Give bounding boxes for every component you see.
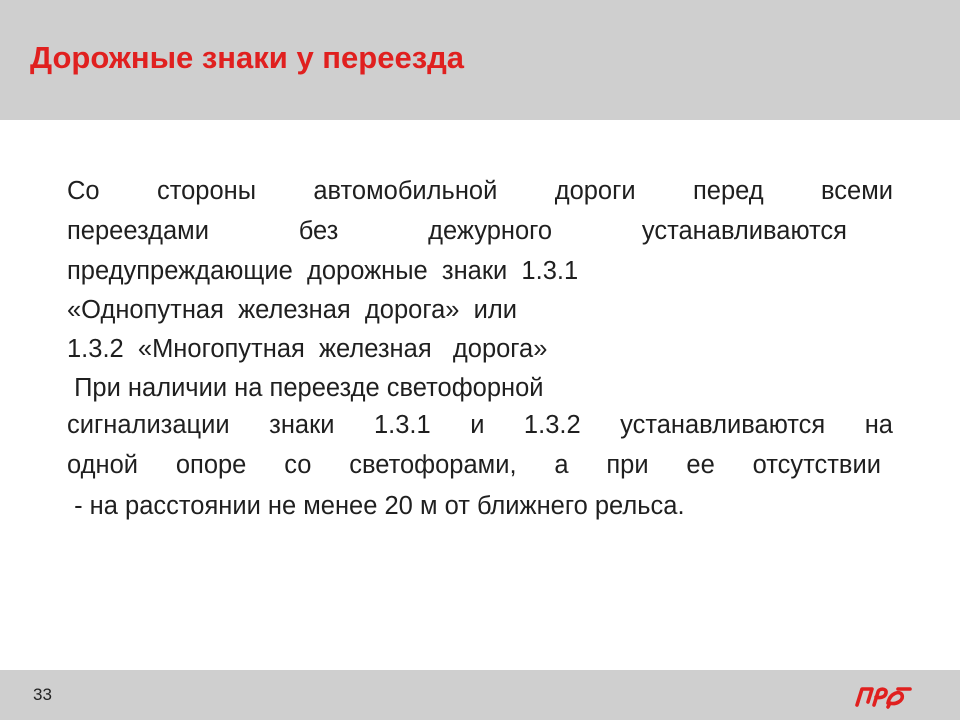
word: со — [284, 451, 312, 479]
word: и — [470, 411, 485, 439]
body-line-9: - на расстоянии не менее 20 м от ближнего рельса. — [67, 492, 685, 520]
header-band — [0, 0, 960, 120]
word: Со — [67, 177, 100, 205]
word: всеми — [821, 177, 893, 205]
word: опоре — [175, 451, 247, 479]
word: одной — [67, 451, 139, 479]
word: стороны — [156, 177, 257, 205]
word: светофорами, — [349, 451, 517, 479]
word: перед — [693, 177, 764, 205]
word: при — [606, 451, 649, 479]
body-line-7 — [67, 413, 893, 439]
word: ее — [686, 451, 715, 479]
body-line-1 — [67, 179, 893, 205]
rzd-logo-icon — [852, 682, 912, 710]
word: на — [864, 411, 893, 439]
body-line-4: «Однопутная железная дорога» или — [67, 296, 517, 324]
footer-band — [0, 670, 960, 720]
word: 1.3.1 — [373, 411, 431, 439]
slide-title: Дорожные знаки у переезда — [30, 40, 465, 75]
body-line-2 — [67, 219, 847, 245]
body-line-5: 1.3.2 «Многопутная железная дорога» — [67, 335, 548, 363]
word: знаки — [269, 411, 335, 439]
word: дороги — [554, 177, 636, 205]
word: отсутствии — [752, 451, 881, 479]
word: устанавливаются — [620, 411, 826, 439]
word: 1.3.2 — [523, 411, 581, 439]
word: автомобильной — [313, 177, 498, 205]
word: переездами — [67, 217, 209, 245]
word: устанавливаются — [641, 217, 847, 245]
body-line-3: предупреждающие дорожные знаки 1.3.1 — [67, 257, 579, 285]
word: сигнализации — [67, 411, 230, 439]
word: а — [554, 451, 569, 479]
word: дежурного — [428, 217, 553, 245]
body-line-8 — [67, 453, 881, 479]
word: без — [298, 217, 339, 245]
page-number: 33 — [33, 685, 52, 704]
body-line-6: При наличии на переезде светофорной — [67, 374, 544, 402]
